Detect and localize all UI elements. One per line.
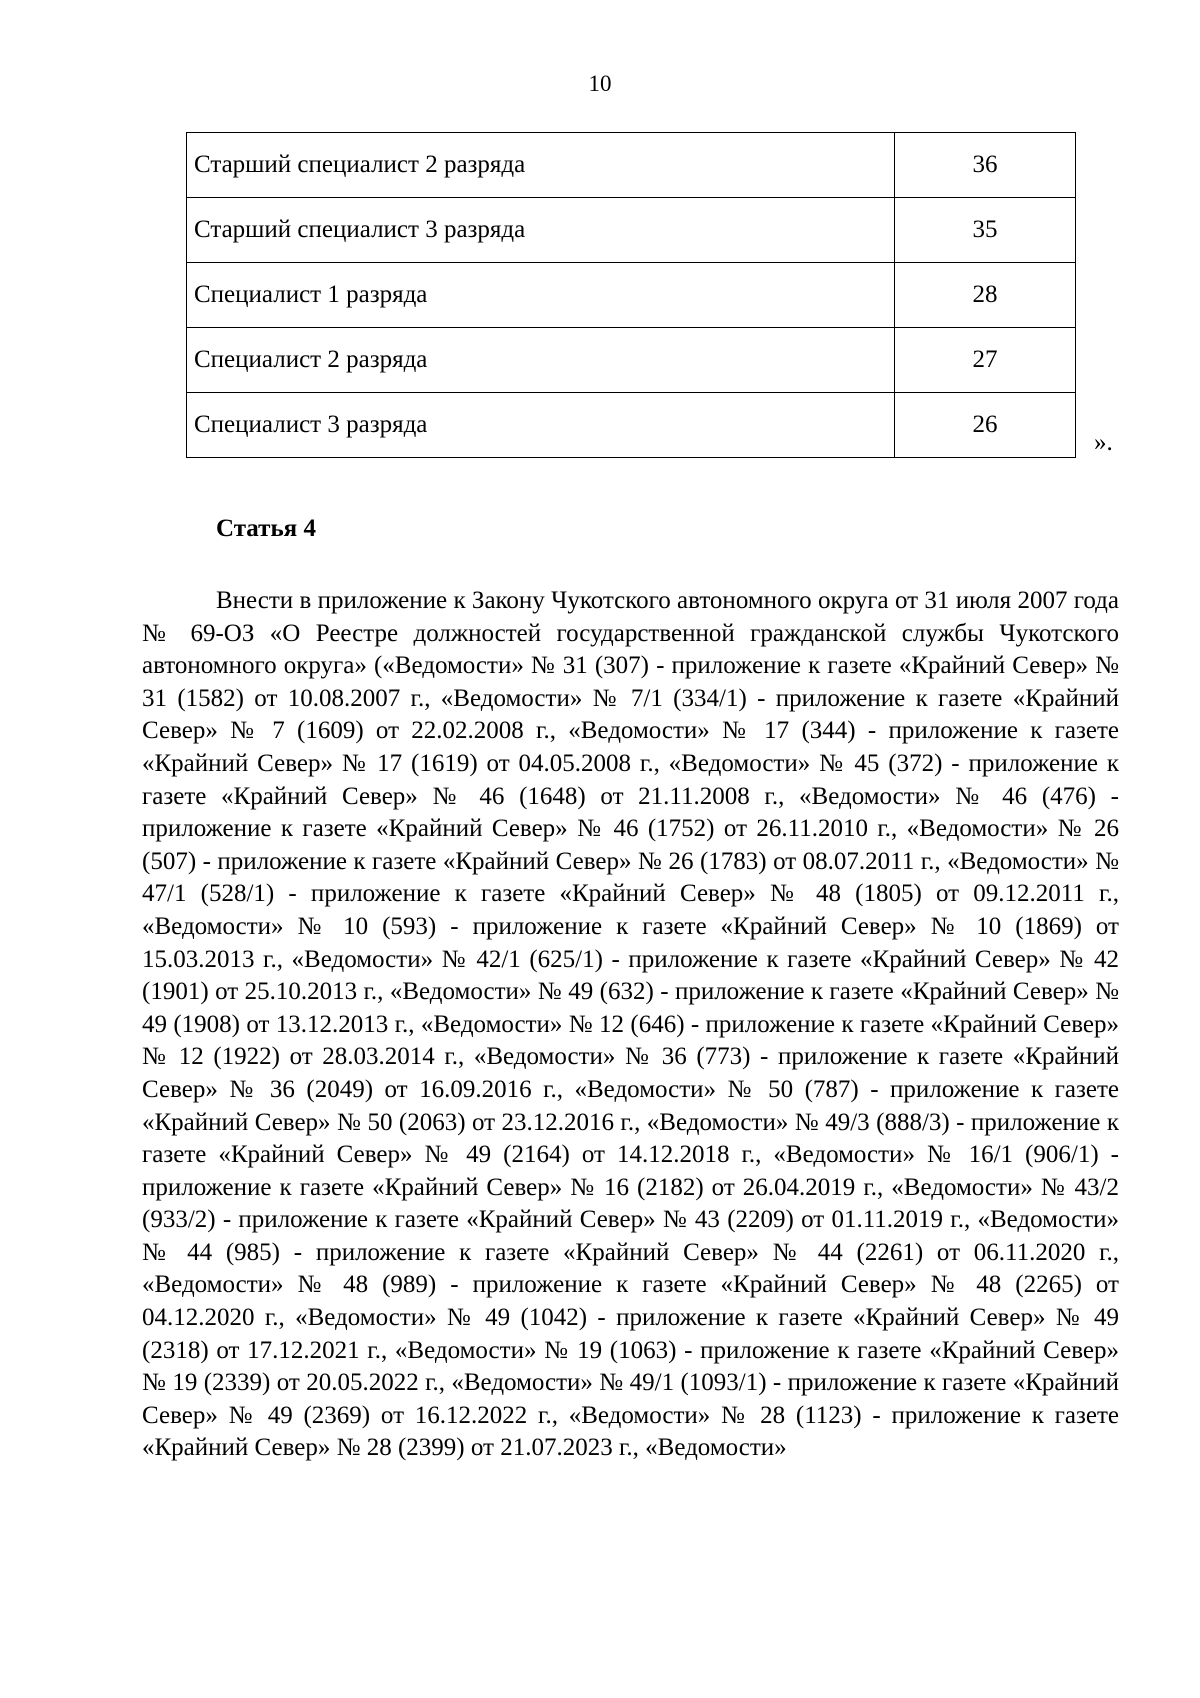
position-name: Старший специалист 2 разряда — [187, 133, 895, 198]
position-name: Специалист 1 разряда — [187, 263, 895, 328]
table-row — [187, 393, 1076, 458]
article-heading: Статья 4 — [216, 515, 316, 542]
table-row — [187, 328, 1076, 393]
position-name: Специалист 3 разряда — [187, 393, 895, 458]
table-row — [187, 198, 1076, 263]
closing-quote-mark: ». — [1094, 429, 1113, 456]
position-value: 27 — [895, 328, 1076, 393]
position-value: 35 — [895, 198, 1076, 263]
position-name: Старший специалист 3 разряда — [187, 198, 895, 263]
position-value: 28 — [895, 263, 1076, 328]
position-value: 26 — [895, 393, 1076, 458]
page-number: 10 — [588, 71, 612, 96]
position-value: 36 — [895, 133, 1076, 198]
positions-table — [186, 132, 1076, 458]
position-name: Специалист 2 разряда — [187, 328, 895, 393]
table-row — [187, 133, 1076, 198]
article-body-paragraph: Внести в приложение к Закону Чукотского автономного округа от 31 июля 2007 года № 69-ОЗ «О Реестре должностей государственной гражданской службы Чукотского автономного округа» («Ведомости» № 31 (307) - приложение к газете «Крайний Север» № 31 (1582) от 10.08.2007 г., «Ведомости» № 7/1 (334/1) - приложение к газете «Крайний Север» № 7 (1609) от 22.02.2008 г., «Ведомости» № 17 (344) - приложение к газете «Крайний Север» № 17 (1619) от 04.05.2008 г., «Ведомости» № 45 (372) - приложение к газете «Крайний Север» № 46 (1648) от 21.11.2008 г., «Ведомости» № 46 (476) - приложение к газете «Крайний Север» № 46 (1752) от 26.11.2010 г., «Ведомости» № 26 (507) - приложение к газете «Крайний Север» № 26 (1783) от 08.07.2011 г., «Ведомости» № 47/1 (528/1) - приложение к газете «Крайний Север» № 48 (1805) от 09.12.2011 г., «Ведомости» № 10 (593) - приложение к газете «Крайний Север» № 10 (1869) от 15.03.2013 г., «Ведомости» № 42/1 (625/1) - приложение к газете «Крайний Север» № 42 (1901) от 25.10.2013 г., «Ведомости» № 49 (632) - приложение к газете «Крайний Север» № 49 (1908) от 13.12.2013 г., «Ведомости» № 12 (646) - приложение к газете «Крайний Север» № 12 (1922) от 28.03.2014 г., «Ведомости» № 36 (773) - приложение к газете «Крайний Север» № 36 (2049) от 16.09.2016 г., «Ведомости» № 50 (787) - приложение к газете «Крайний Север» № 50 (2063) от 23.12.2016 г., «Ведомости» № 49/3 (888/3) - приложение к газете «Крайний Север» № 49 (2164) от 14.12.2018 г., «Ведомости» № 16/1 (906/1) - приложение к газете «Крайний Север» № 16 (2182) от 26.04.2019 г., «Ведомости» № 43/2 (933/2) - приложение к газете «Крайний Север» № 43 (2209) от 01.11.2019 г., «Ведомости» № 44 (985) - приложение к газете «Крайний Север» № 44 (2261) от 06.11.2020 г., «Ведомости» № 48 (989) - приложение к газете «Крайний Север» № 48 (2265) от 04.12.2020 г., «Ведомости» № 49 (1042) - приложение к газете «Крайний Север» № 49 (2318) от 17.12.2021 г., «Ведомости» № 19 (1063) - приложение к газете «Крайний Север» № 19 (2339) от 20.05.2022 г., «Ведомости» № 49/1 (1093/1) - приложение к газете «Крайний Север» № 49 (2369) от 16.12.2022 г., «Ведомости» № 28 (1123) - приложение к газете «Крайний Север» № 28 (2399) от 21.07.2023 г., «Ведомости» — [142, 587, 1119, 1462]
table-row — [187, 263, 1076, 328]
